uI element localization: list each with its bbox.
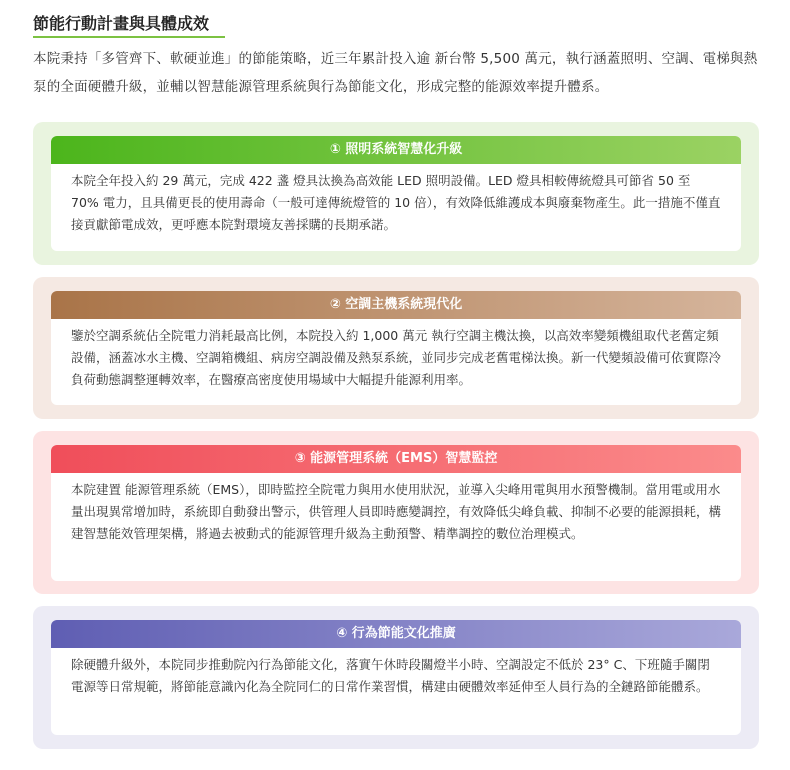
section-body-hvac: 鑒於空調系統佔全院電力消耗最高比例，本院投入約 1,000 萬元 執行空調主機汰換，以高效率變頻機組取代老舊定頻設備，涵蓋冰水主機、空調箱機組、病房空調設備及熱泵系統，並同步完成老舊電梯汰換。新一代變頻設備可依實際冷負荷動態調整運轉效率，在醫療高密度使用場域中大幅提升能源利用率。 (71, 328, 722, 387)
section-header-lighting: ① 照明系統智慧化升級 (51, 136, 741, 164)
section-card-hvac (33, 277, 759, 419)
section-body-behavior: 除硬體升級外，本院同步推動院內行為節能文化，落實午休時段關燈半小時、空調設定不低於 23° C、下班隨手關閉電源等日常規範，將節能意識內化為全院同仁的日常作業習慣，構建由硬體效率延伸至人員行為的全鏈路節能體系。 (71, 657, 710, 694)
section-panel (51, 445, 741, 581)
page-title: 節能行動計畫與具體成效 (33, 14, 210, 33)
section-panel (51, 620, 741, 735)
title-underline (33, 36, 225, 38)
section-panel (51, 136, 741, 251)
section-body-ems: 本院建置 能源管理系統（EMS），即時監控全院電力與用水使用狀況，並導入尖峰用電與用水預警機制。當用電或用水量出現異常增加時，系統即自動發出警示，供管理人員即時應變調控，有效降低尖峰負載、抑制不必要的能源損耗，構建智慧能效管理架構，將過去被動式的能源管理升級為主動預警、精準調控的數位治理模式。 (71, 482, 722, 541)
section-card-ems (33, 431, 759, 594)
section-header-ems: ③ 能源管理系統（EMS）智慧監控 (51, 445, 741, 473)
section-card-lighting (33, 122, 759, 265)
section-header-hvac: ② 空調主機系統現代化 (51, 291, 741, 319)
section-body-lighting: 本院全年投入約 29 萬元，完成 422 盞 燈具汰換為高效能 LED 照明設備。LED 燈具相較傳統燈具可節省 50 至 70% 電力，且具備更長的使用壽命（一般可達傳統燈管的 10 倍），有效降低維護成本與廢棄物產生。此一措施不僅直接貢獻節電成效，更呼應本院對環境友善採購的長期承諾。 (71, 173, 721, 232)
section-card-behavior (33, 606, 759, 749)
section-header-behavior: ④ 行為節能文化推廣 (51, 620, 741, 648)
intro-paragraph: 本院秉持「多管齊下、軟硬並進」的節能策略，近三年累計投入逾 新台幣 5,500 萬元，執行涵蓋照明、空調、電梯與熱泵的全面硬體升級，並輔以智慧能源管理系統與行為節能文化，形成完整的能源效率提升體系。 (33, 51, 758, 95)
section-panel (51, 291, 741, 405)
